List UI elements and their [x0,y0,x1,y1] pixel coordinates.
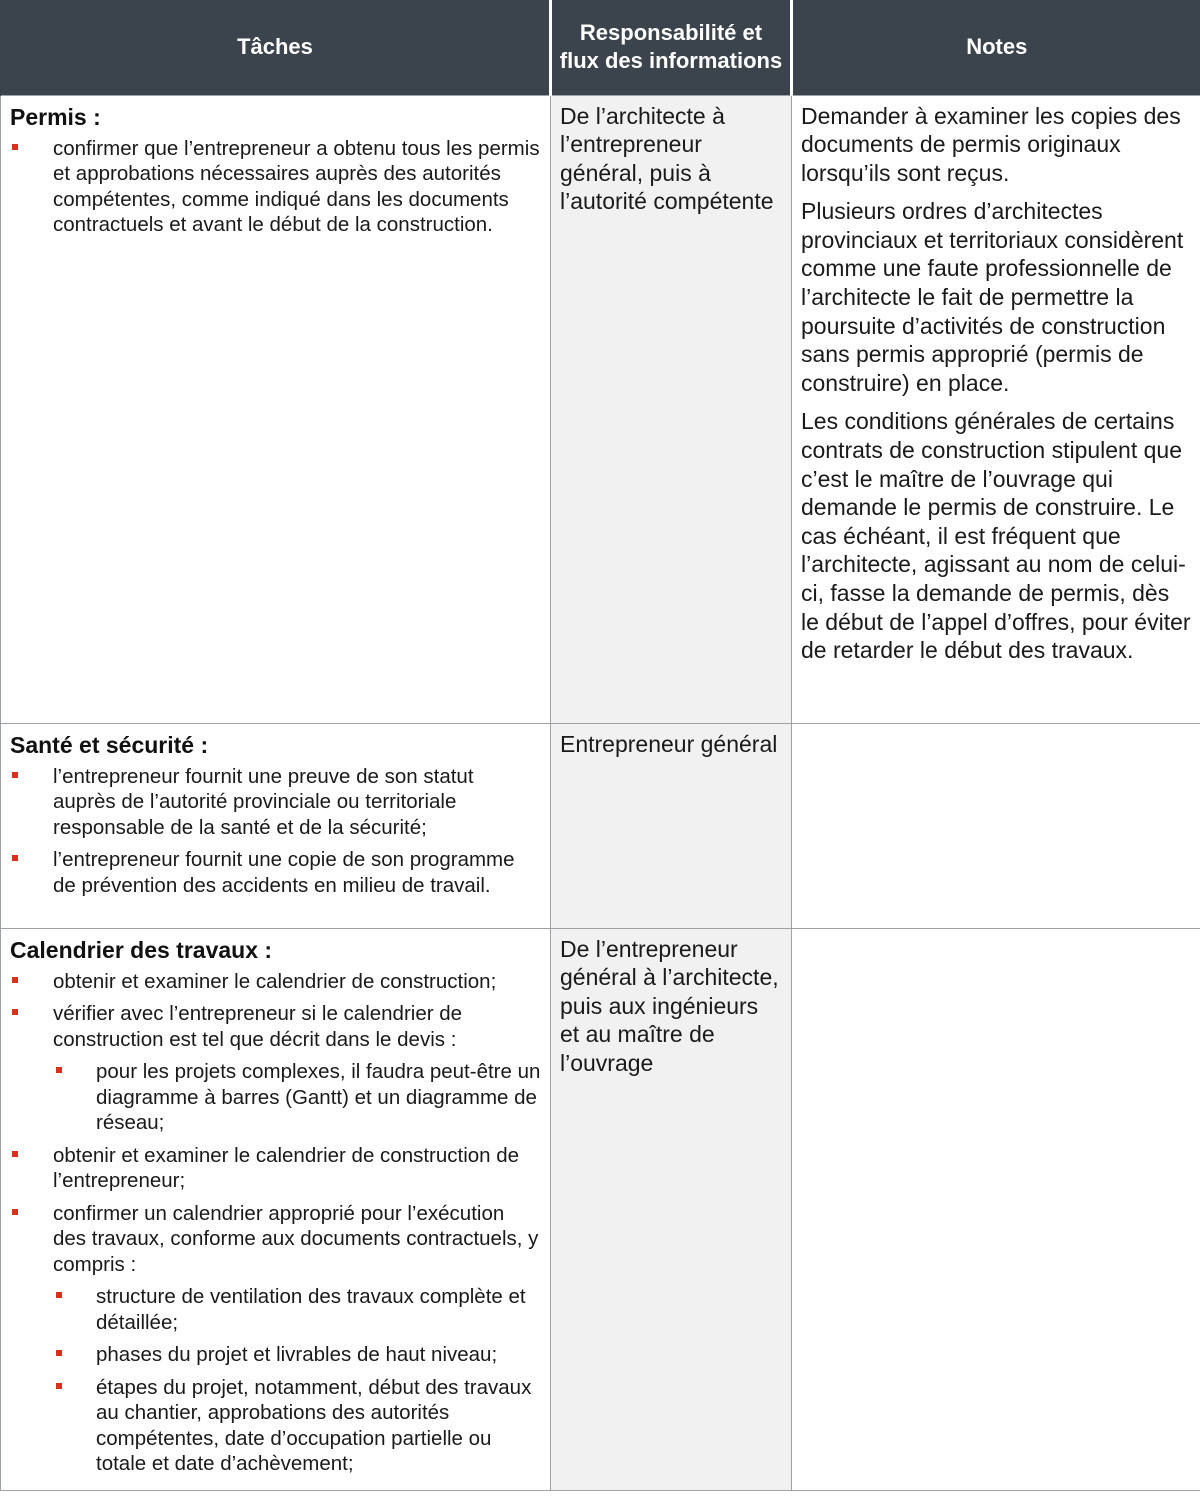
note-paragraph: Les conditions générales de certains contrats de construction stipulent que c’est le maître de l’ouvrage qui demande le permis de construire. Le cas échéant, il est fréquent que l’architecte, agissant au nom de celui-ci, fasse la demande de permis, dès le début de l’appel d’offres, pour éviter de retarder le début des travaux. [801,408,1191,664]
task-bullet: confirmer un calendrier approprié pour l’exécution des travaux, conforme aux documents contractuels, y compris : [10,1201,541,1278]
notes-cell [792,723,1200,928]
responsibility-cell: Entrepreneur général [551,723,792,928]
header-responsabilite: Responsabilité et flux des informations [551,0,792,95]
task-sub-bullet: pour les projets complexes, il faudra peut-être un diagramme à barres (Gantt) et un diagramme de réseau; [10,1059,541,1136]
task-sub-bullet: étapes du projet, notamment, début des travaux au chantier, approbations des autorités compétentes, date d’occupation partielle ou totale et date d’achèvement; [10,1375,541,1477]
note-paragraph: Demander à examiner les copies des documents de permis originaux lorsqu’ils sont reçus. [801,102,1181,186]
task-bullet: confirmer que l’entrepreneur a obtenu tous les permis et approbations nécessaires auprès des autorités compétentes, comme indiqué dans les documents contractuels et avant le début de la construction. [10,136,541,238]
task-sub-bullet: phases du projet et livrables de haut niveau; [10,1342,541,1368]
header-row [1,0,1200,95]
task-title: Calendrier des travaux : [10,936,273,963]
table-row-permis [1,95,1200,723]
responsibility-cell: De l’architecte à l’entrepreneur général, puis à l’autorité compétente [551,95,792,723]
responsibility-cell: De l’entrepreneur général à l’architecte, puis aux ingénieurs et au maître de l’ouvrage [551,928,792,1490]
task-bullet-list [10,136,541,238]
task-bullet: obtenir et examiner le calendrier de construction; [10,969,541,995]
task-cell [1,95,551,723]
task-sub-bullet: structure de ventilation des travaux complète et détaillée; [10,1284,541,1335]
table-row-calendrier [1,928,1200,1490]
task-cell [1,723,551,928]
task-title: Santé et sécurité : [10,731,209,758]
task-bullet: l’entrepreneur fournit une preuve de son statut auprès de l’autorité provinciale ou territoriale responsable de la santé et de la sécurité; [10,764,541,841]
header-notes: Notes [792,0,1200,95]
task-bullet: vérifier avec l’entrepreneur si le calendrier de construction est tel que décrit dans le devis : [10,1001,541,1052]
note-paragraph: Plusieurs ordres d’architectes provinciaux et territoriaux considèrent comme une faute professionnelle de l’architecte le fait de permettre la poursuite d’activités de construction sans permis approprié (permis de construire) en place. [801,198,1184,396]
notes-cell [792,95,1200,723]
task-title: Permis : [10,103,101,130]
header-taches: Tâches [1,0,551,95]
task-bullet: obtenir et examiner le calendrier de construction de l’entrepreneur; [10,1143,541,1194]
table-row-sante-securite [1,723,1200,928]
notes-cell [792,928,1200,1490]
task-bullet-list [10,764,541,899]
task-cell [1,928,551,1490]
task-bullet-list [10,969,541,1477]
task-bullet: l’entrepreneur fournit une copie de son programme de prévention des accidents en milieu de travail. [10,847,541,898]
